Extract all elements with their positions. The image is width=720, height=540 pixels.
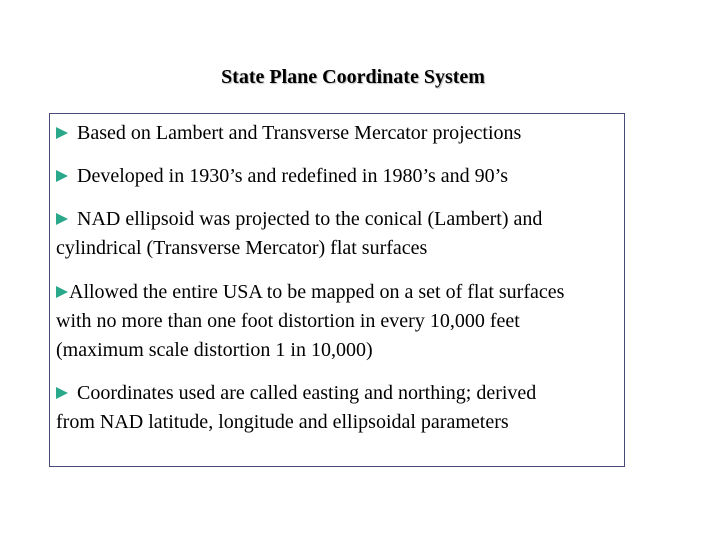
slide-title: State Plane Coordinate System xyxy=(221,66,485,88)
bullet-text: Coordinates used are called easting and northing; derived from NAD latitude, longitude and ellipsoidal parameters xyxy=(56,382,537,433)
arrow-bullet-icon xyxy=(56,170,68,182)
bullet-text: Developed in 1930’s and redefined in 1980’s and 90’s xyxy=(77,165,509,187)
arrow-bullet-icon xyxy=(56,387,68,399)
arrow-bullet-icon xyxy=(56,286,68,298)
bullet-item xyxy=(56,119,626,148)
bullet-text: Based on Lambert and Transverse Mercator projections xyxy=(77,122,522,144)
bullet-text: Allowed the entire USA to be mapped on a set of flat surfaces with no more than one foot distortion in every 10,000 feet (maximum scale distortion 1 in 10,000) xyxy=(56,281,565,361)
bullet-text: NAD ellipsoid was projected to the conical (Lambert) and cylindrical (Transverse Mercator) flat surfaces xyxy=(56,208,543,259)
bullet-item xyxy=(56,162,620,191)
bullet-item xyxy=(56,379,576,437)
bullet-item xyxy=(56,278,596,365)
arrow-bullet-icon xyxy=(56,127,68,139)
bullet-item xyxy=(56,205,611,263)
arrow-bullet-icon xyxy=(56,213,68,225)
content-box xyxy=(49,113,625,467)
